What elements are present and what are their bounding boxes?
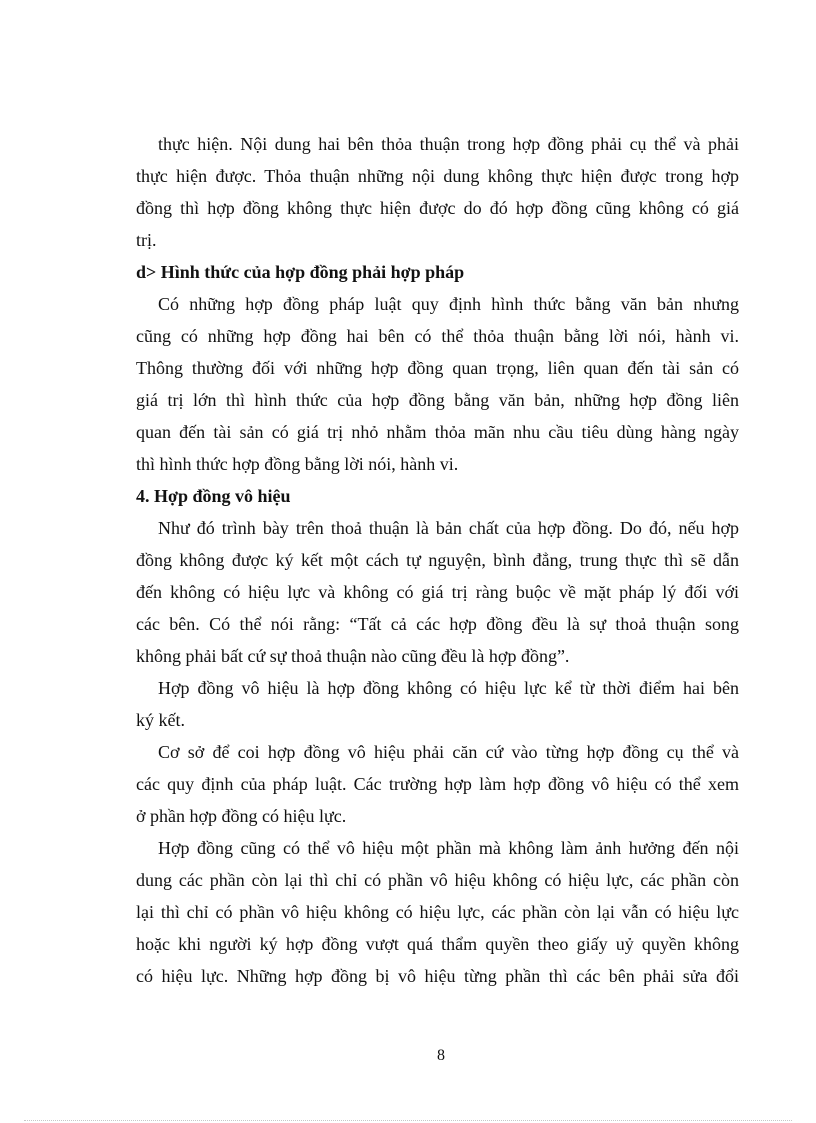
- text-line: các bên. Có thể nói rằng: “Tất cả các hợp đồng đều là sự thoả thuận song: [136, 614, 739, 634]
- section-heading: 4. Hợp đồng vô hiệu: [136, 486, 291, 506]
- text-line: Có những hợp đồng pháp luật quy định hình thức bằng văn bản nhưng: [158, 294, 739, 314]
- section-heading: d> Hình thức của hợp đồng phải hợp pháp: [136, 262, 465, 282]
- text-line: có hiệu lực. Những hợp đồng bị vô hiệu từng phần thì các bên phải sửa đổi: [136, 966, 739, 986]
- text-line: thực hiện. Nội dung hai bên thỏa thuận trong hợp đồng phải cụ thể và phải: [158, 134, 739, 154]
- text-line: trị.: [136, 230, 157, 250]
- text-line: đến không có hiệu lực và không có giá trị ràng buộc về mặt pháp lý đối với: [136, 582, 739, 602]
- text-line: Cơ sở để coi hợp đồng vô hiệu phải căn cứ vào từng hợp đồng cụ thể và: [158, 742, 739, 762]
- text-line: Hợp đồng cũng có thể vô hiệu một phần mà không làm ảnh hưởng đến nội: [158, 838, 739, 858]
- text-line: Như đó trình bày trên thoả thuận là bản chất của hợp đồng. Do đó, nếu hợp: [158, 518, 739, 538]
- text-line: quan đến tài sản có giá trị nhỏ nhằm thỏa mãn nhu cầu tiêu dùng hàng ngày: [136, 422, 739, 442]
- text-line: ở phần hợp đồng có hiệu lực.: [136, 806, 347, 826]
- body-text: [136, 128, 739, 992]
- text-line: đồng không được ký kết một cách tự nguyện, bình đẳng, trung thực thì sẽ dẫn: [136, 550, 739, 570]
- text-line: các quy định của pháp luật. Các trường hợp làm hợp đồng vô hiệu có thể xem: [136, 774, 739, 794]
- text-line: ký kết.: [136, 710, 185, 730]
- text-line: Thông thường đối với những hợp đồng quan trọng, liên quan đến tài sản có: [136, 358, 739, 378]
- page-bottom-divider: [24, 1120, 792, 1121]
- text-line: thì hình thức hợp đồng bằng lời nói, hành vi.: [136, 454, 459, 474]
- text-line: giá trị lớn thì hình thức của hợp đồng bằng văn bản, những hợp đồng liên: [136, 390, 739, 410]
- text-line: lại thì chỉ có phần vô hiệu không có hiệu lực, các phần còn lại vẫn có hiệu lực: [136, 902, 739, 922]
- text-line: Hợp đồng vô hiệu là hợp đồng không có hiệu lực kể từ thời điểm hai bên: [158, 678, 739, 698]
- text-line: hoặc khi người ký hợp đồng vượt quá thẩm quyền theo giấy uỷ quyền không: [136, 934, 739, 954]
- text-line: không phải bất cứ sự thoả thuận nào cũng đều là hợp đồng”.: [136, 646, 570, 666]
- text-line: đồng thì hợp đồng không thực hiện được do đó hợp đồng cũng không có giá: [136, 198, 739, 218]
- text-line: dung các phần còn lại thì chỉ có phần vô hiệu không có hiệu lực, các phần còn: [136, 870, 739, 890]
- text-line: cũng có những hợp đồng hai bên có thể thỏa thuận bằng lời nói, hành vi.: [136, 326, 739, 346]
- page-number: 8: [437, 1047, 445, 1064]
- text-line: thực hiện được. Thỏa thuận những nội dung không thực hiện được trong hợp: [136, 166, 739, 186]
